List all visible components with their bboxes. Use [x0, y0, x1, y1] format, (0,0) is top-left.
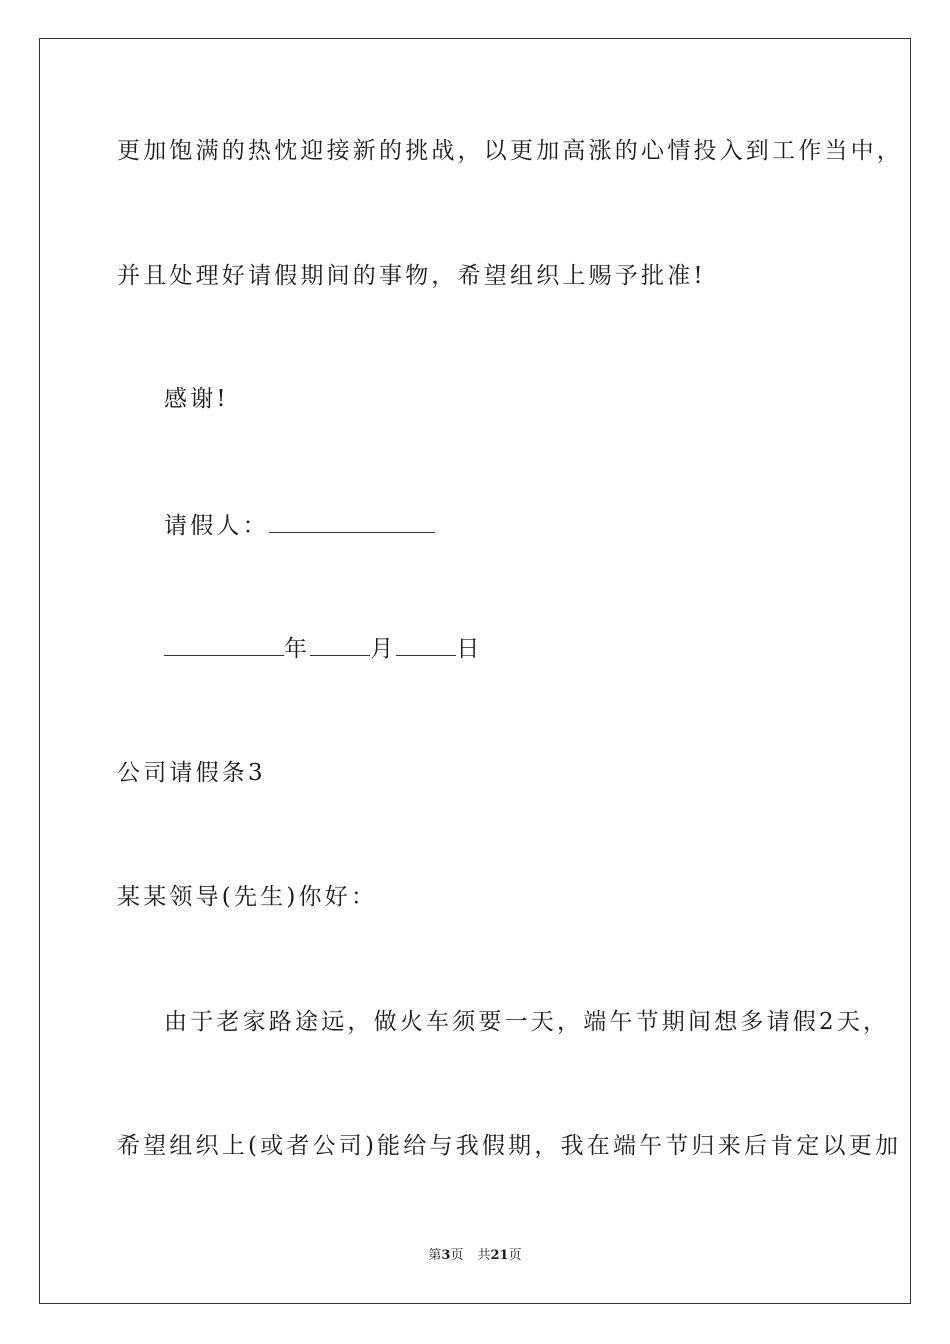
date-line: [164, 633, 483, 664]
section-heading: 公司请假条3: [117, 760, 266, 786]
applicant-line: [164, 510, 435, 541]
body-line-2: 并且处理好请假期间的事物，希望组织上赐予批准!: [117, 263, 706, 289]
month-label: 月: [370, 636, 397, 662]
year-label: 年: [284, 636, 311, 662]
page-border: [39, 38, 911, 1304]
month-blank: [310, 633, 370, 656]
footer-page-prefix: 第: [428, 1248, 442, 1263]
body-line-1: 更加饱满的热忱迎接新的挑战，以更加高涨的心情投入到工作当中，: [117, 138, 903, 164]
salutation-line: 某某领导(先生)你好：: [117, 884, 378, 910]
applicant-label: 请假人：: [164, 513, 269, 539]
applicant-blank: [269, 510, 435, 533]
footer-page-suffix: 页: [450, 1248, 464, 1263]
footer-total-suffix: 页: [508, 1248, 522, 1263]
body-line-3: 由于老家路途远，做火车须要一天，端午节期间想多请假2天，: [164, 1009, 890, 1035]
body-line-4: 希望组织上(或者公司)能给与我假期，我在端午节归来后肯定以更加: [117, 1133, 902, 1159]
footer-total-prefix: 共: [477, 1248, 491, 1263]
thanks-line: 感谢!: [164, 386, 229, 412]
footer-page-number: 3: [441, 1248, 451, 1263]
day-blank: [396, 633, 456, 656]
page-footer: [0, 1247, 950, 1265]
year-blank: [164, 633, 284, 656]
day-label: 日: [456, 636, 483, 662]
footer-total-pages: 21: [490, 1248, 509, 1263]
